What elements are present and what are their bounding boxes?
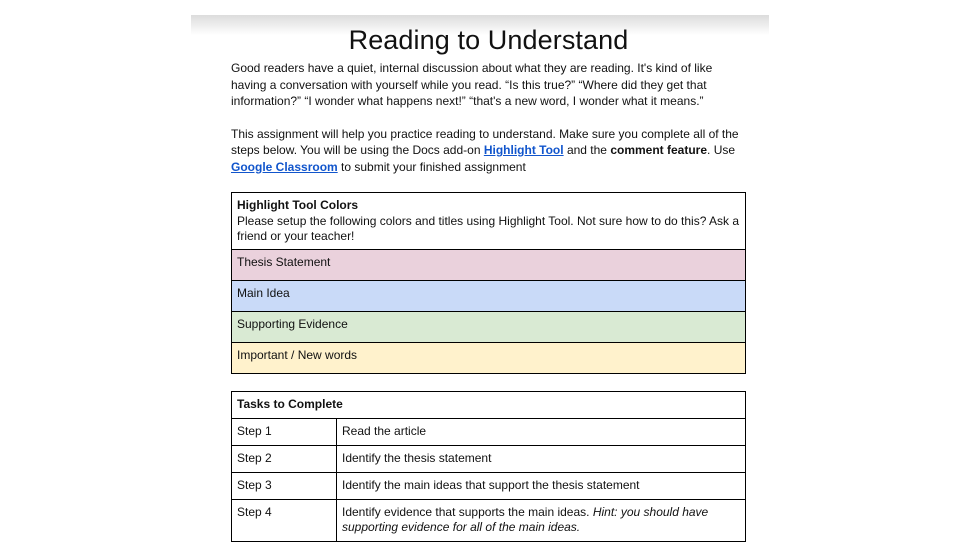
intro-paragraph: Good readers have a quiet, internal discussion about what they are reading. It's kind of like having a conversation with yourself while you read. “Is this true?” “Where did they get that information?” “I wonder what happens next!” “that's a new word, I wonder what it means.” — [231, 61, 713, 108]
task-description: Read the article — [337, 418, 746, 445]
important-new-words-color-cell: Important / New words — [232, 342, 746, 373]
highlight-table-header-cell — [232, 193, 746, 250]
table-row — [232, 311, 746, 342]
highlight-colors-table — [231, 192, 746, 374]
document-body — [231, 22, 746, 542]
supporting-evidence-color-cell: Supporting Evidence — [232, 311, 746, 342]
instructions-text-3: . Use — [707, 143, 736, 157]
task-description: Identify evidence that supports the main ideas. — [342, 504, 593, 519]
task-hint: Hint: you should have supporting evidence for all of the main ideas. — [342, 504, 709, 534]
comment-feature-text: comment feature — [610, 143, 708, 157]
main-idea-color-cell: Main Idea — [232, 280, 746, 311]
step-label: Step 2 — [232, 445, 337, 472]
instructions-text-2: and the — [563, 143, 611, 157]
highlight-table-heading: Highlight Tool Colors — [237, 198, 359, 212]
highlight-tool-link[interactable]: Highlight Tool — [483, 143, 564, 157]
step-label: Step 4 — [232, 499, 337, 541]
step-label: Step 1 — [232, 418, 337, 445]
google-classroom-link[interactable]: Google Classroom — [231, 159, 338, 174]
table-row — [232, 280, 746, 311]
page-title: Reading to Understand — [348, 25, 629, 55]
task-description: Identify the main ideas that support the thesis statement — [337, 472, 746, 499]
table-row — [232, 418, 746, 445]
highlight-table-instructions: Please setup the following colors and titles using Highlight Tool. Not sure how to do this? Ask a friend or your teacher! — [237, 213, 740, 243]
table-row — [232, 342, 746, 373]
instructions-text-1: This assignment will help you practice reading to understand. Make sure you complete all of the steps below. You will be using the Docs add-on — [231, 126, 739, 157]
table-row — [232, 445, 746, 472]
step-label: Step 3 — [232, 472, 337, 499]
task-description-cell — [337, 499, 746, 541]
tasks-table-header-row — [232, 391, 746, 418]
table-row — [232, 472, 746, 499]
thesis-statement-color-cell: Thesis Statement — [232, 249, 746, 280]
table-row — [232, 499, 746, 541]
task-description: Identify the thesis statement — [337, 445, 746, 472]
table-row — [232, 249, 746, 280]
instructions-text-4: to submit your finished assignment — [337, 159, 526, 174]
highlight-table-header-row — [232, 193, 746, 250]
instructions-paragraph — [231, 126, 746, 176]
tasks-table — [231, 391, 746, 542]
tasks-table-heading: Tasks to Complete — [232, 391, 746, 418]
